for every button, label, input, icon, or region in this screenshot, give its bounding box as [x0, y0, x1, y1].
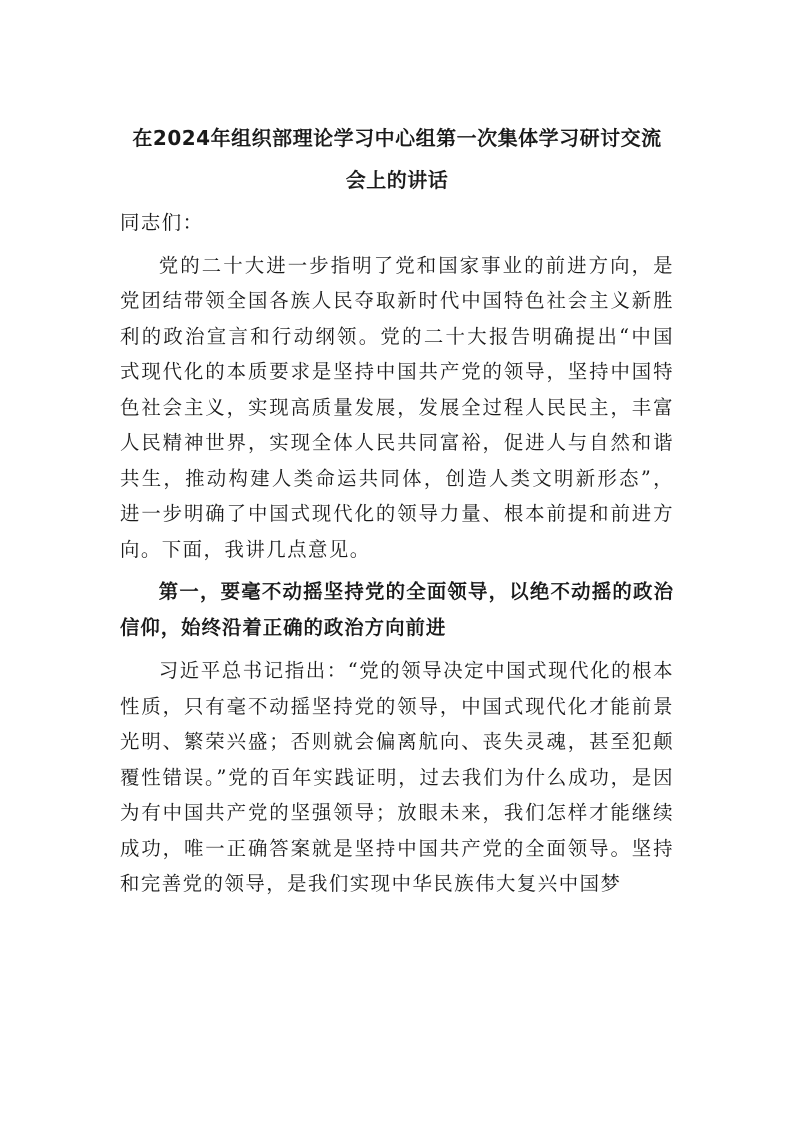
document-title — [120, 117, 674, 201]
section-heading-1: 第一，要毫不动摇坚持党的全面领导，以绝不动摇的政治信仰，始终沿着正确的政治方向前进 — [120, 580, 674, 639]
document-page — [120, 117, 674, 909]
body-paragraph-2: 习近平总书记指出：“党的领导决定中国式现代化的根本性质，只有毫不动摇坚持党的领导，中国式现代化才能前景光明、繁荣兴盛；否则就会偏离航向、丧失灵魂，甚至犯颠覆性错误。”党的百年实践证明，过去我们为什么成功，是因为有中国共产党的坚强领导；放眼未来，我们怎样才能继续成功，唯一正确答案就是坚持中国共产党的全面领导。坚持和完善党的领导，是我们实现中华民族伟大复兴中国梦 — [120, 659, 674, 895]
body-paragraph-1: 党的二十大进一步指明了党和国家事业的前进方向，是党团结带领全国各族人民夺取新时代中国特色社会主义新胜利的政治宣言和行动纲领。党的二十大报告明确提出“中国式现代化的本质要求是坚持中国共产党的领导，坚持中国特色社会主义，实现高质量发展，发展全过程人民民主，丰富人民精神世界，实现全体人民共同富裕，促进人与自然和谐共生，推动构建人类命运共同体，创造人类文明新形态”，进一步明确了中国式现代化的领导力量、根本前提和前进方向。下面，我讲几点意见。 — [120, 253, 674, 561]
salutation: 同志们： — [120, 211, 204, 234]
title-line-1: 在2024年组织部理论学习中心组第一次集体学习研讨交流 — [132, 126, 662, 150]
title-line-2: 会上的讲话 — [345, 168, 449, 192]
